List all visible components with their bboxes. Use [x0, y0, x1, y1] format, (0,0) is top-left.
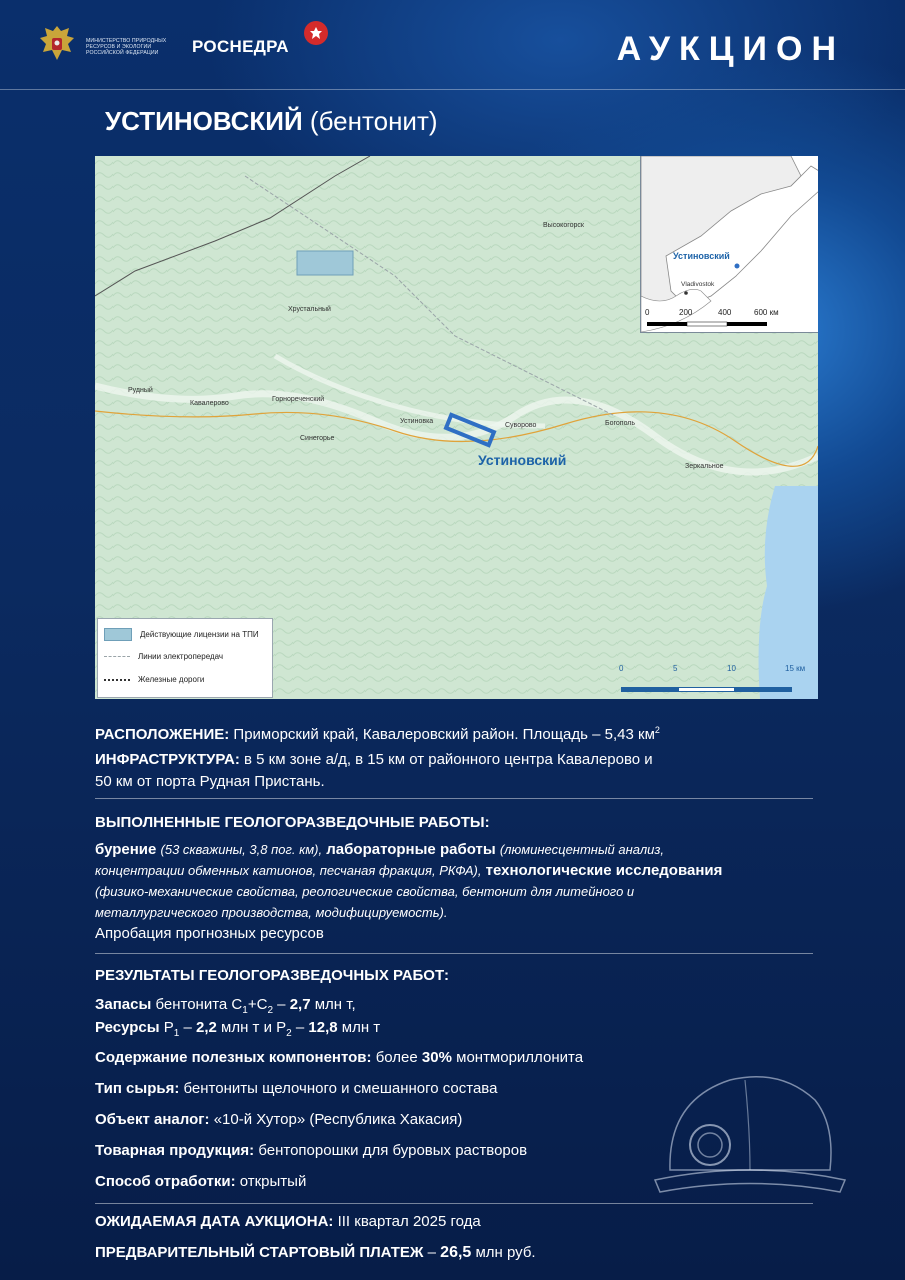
drilling-note: (53 скважины, 3,8 пог. км),: [160, 842, 323, 857]
tech-note-cont: металлургического производства, модифицируемость).: [95, 905, 448, 920]
mining-label: Способ отработки:: [95, 1173, 236, 1190]
tech-label: технологические исследования: [485, 862, 723, 879]
reserves-row: Запасы бентонита $С_1+С_2 - 2,7$ млн т,: [95, 996, 356, 1016]
place-label: Рудный: [128, 387, 153, 394]
reserves-text: бентонита С: [155, 996, 243, 1013]
product-text: бентопорошки для буровых растворов: [258, 1142, 528, 1159]
place-label: Хрустальный: [288, 306, 331, 313]
deposit-type: (бентонит): [309, 106, 438, 136]
area-unit-superscript: 2: [654, 725, 660, 735]
inset-site-label: Устиновский: [673, 251, 730, 261]
resources-row: Ресурсы $Р_1 - 2,2$ млн т и $Р_2 - 12,8$ млн т: [95, 1019, 381, 1039]
inset-city-label: Vladivostok: [681, 281, 715, 288]
product-label: Товарная продукция:: [95, 1142, 255, 1159]
payment-value: 26,5: [440, 1244, 472, 1261]
inset-scale-tick: 200: [679, 308, 693, 317]
page-title: [105, 106, 438, 137]
results-heading-text: РЕЗУЛЬТАТЫ ГЕОЛОГОРАЗВЕДОЧНЫХ РАБОТ:: [95, 967, 449, 984]
auction-badge: АУКЦИОН: [616, 30, 845, 68]
lab-label: лабораторные работы: [326, 841, 496, 858]
mining-helmet-icon: [650, 1040, 850, 1210]
raw-type-text: бентониты щелочного и смешанного состава: [183, 1080, 498, 1097]
location-section: [95, 719, 815, 746]
resources-label: Ресурсы: [95, 1019, 160, 1036]
resources-p1-value: 2,2: [196, 1019, 217, 1036]
mining-row: [95, 1173, 306, 1190]
agency-name: РОСНЕДРА: [192, 37, 289, 56]
lab-note-cont: концентрации обменных катионов, песчаная фракция, РКФА),: [95, 863, 482, 878]
divider: [95, 798, 813, 799]
ministry-name: МИНИСТЕРСТВО ПРИРОДНЫХ РЕСУРСОВ И ЭКОЛОГИИ РОССИЙСКОЙ ФЕДЕРАЦИИ: [86, 38, 167, 57]
auction-date-text: III квартал 2025 года: [337, 1213, 481, 1230]
place-label: Горнореченский: [272, 396, 325, 403]
place-label: Кавалерово: [190, 400, 229, 407]
coat-of-arms-icon: [36, 22, 78, 64]
legend-item: [104, 675, 204, 684]
resources-p2-value: 12,8: [308, 1019, 338, 1036]
inset-scale-tick: 600 км: [754, 308, 779, 317]
raw-type-row: [95, 1080, 497, 1097]
works-heading: ВЫПОЛНЕННЫЕ ГЕОЛОГОРАЗВЕДОЧНЫЕ РАБОТЫ:: [95, 814, 490, 831]
license-area: [297, 251, 353, 275]
legend-item: [104, 628, 259, 641]
scale-tick: 0: [619, 664, 624, 673]
legend-label: Линии электропередач: [138, 652, 224, 661]
analog-label: Объект аналог:: [95, 1111, 210, 1128]
legend-label: Действующие лицензии на ТПИ: [140, 630, 259, 639]
approbation-text: Апробация прогнозных ресурсов: [95, 925, 324, 942]
scale-tick: 10: [727, 664, 736, 673]
works-section: [95, 812, 815, 944]
infrastructure-text: в 5 км зоне а/д, в 15 км от районного центра Кавалерово и: [244, 751, 653, 768]
railway-icon: [104, 679, 130, 681]
resources-unit: млн т: [341, 1019, 381, 1036]
payment-label: ПРЕДВАРИТЕЛЬНЫЙ СТАРТОВЫЙ ПЛАТЕЖ: [95, 1244, 424, 1261]
reserves-unit: млн т,: [314, 996, 356, 1013]
scale-tick: 15 км: [785, 664, 806, 673]
infrastructure-section: [95, 749, 815, 793]
deposit-name: УСТИНОВСКИЙ: [105, 106, 303, 136]
rosnedra-logo-icon: [304, 21, 328, 45]
map-scale-bar: [615, 664, 815, 696]
place-label: Высокогорск: [543, 222, 584, 229]
results-heading: [95, 967, 449, 984]
place-label: Устиновка: [400, 418, 434, 425]
site-label: Устиновский: [478, 452, 567, 468]
content-value: 30%: [421, 1049, 452, 1066]
legend-item: [104, 652, 223, 661]
power-line-icon: [104, 656, 130, 657]
license-swatch-icon: [104, 628, 132, 641]
auction-date-label: ОЖИДАЕМАЯ ДАТА АУКЦИОНА:: [95, 1213, 334, 1230]
content-post: монтмориллонита: [456, 1049, 584, 1066]
reserves-label: Запасы: [95, 996, 152, 1013]
tech-note: (физико-механические свойства, реологические свойства, бентонит для литейного и: [95, 884, 635, 899]
content-row: [95, 1049, 583, 1066]
inset-scale-tick: 400: [718, 308, 732, 317]
infrastructure-label: ИНФРАСТРУКТУРА:: [95, 751, 240, 768]
content-label: Содержание полезных компонентов:: [95, 1049, 372, 1066]
scale-tick: 5: [673, 664, 678, 673]
location-text: Приморский край, Кавалеровский район. Площадь – 5,43 км: [233, 726, 655, 743]
divider: [95, 953, 813, 954]
overview-inset-map: [640, 156, 818, 333]
lab-note: (люминесцентный анализ,: [499, 842, 665, 857]
product-row: [95, 1142, 527, 1159]
content-pre: более: [375, 1049, 418, 1066]
payment-unit: млн руб.: [475, 1244, 536, 1261]
place-label: Суворово: [505, 422, 537, 429]
analog-text: «10-й Хутор» (Республика Хакасия): [213, 1111, 463, 1128]
analog-row: [95, 1111, 462, 1128]
legend-label: Железные дороги: [138, 675, 205, 684]
place-label: Синегорье: [300, 435, 335, 442]
header-divider: [0, 89, 905, 90]
reserves-value: 2,7: [289, 996, 311, 1013]
auction-date-row: [95, 1213, 481, 1230]
place-label: Богополь: [605, 420, 636, 427]
drilling-label: бурение: [95, 841, 157, 858]
place-label: Зеркальное: [685, 463, 724, 470]
payment-row: ПРЕДВАРИТЕЛЬНЫЙ СТАРТОВЫЙ ПЛАТЕЖ – 26,5 млн руб.: [95, 1244, 536, 1261]
mining-text: открытый: [239, 1173, 307, 1190]
infrastructure-text-cont: 50 км от порта Рудная Пристань.: [95, 773, 325, 790]
inset-scale-tick: 0: [645, 308, 650, 317]
header: [0, 0, 905, 90]
raw-type-label: Тип сырья:: [95, 1080, 180, 1097]
map-legend: [97, 618, 273, 698]
location-label: РАСПОЛОЖЕНИЕ:: [95, 726, 230, 743]
location-map: [95, 156, 818, 699]
